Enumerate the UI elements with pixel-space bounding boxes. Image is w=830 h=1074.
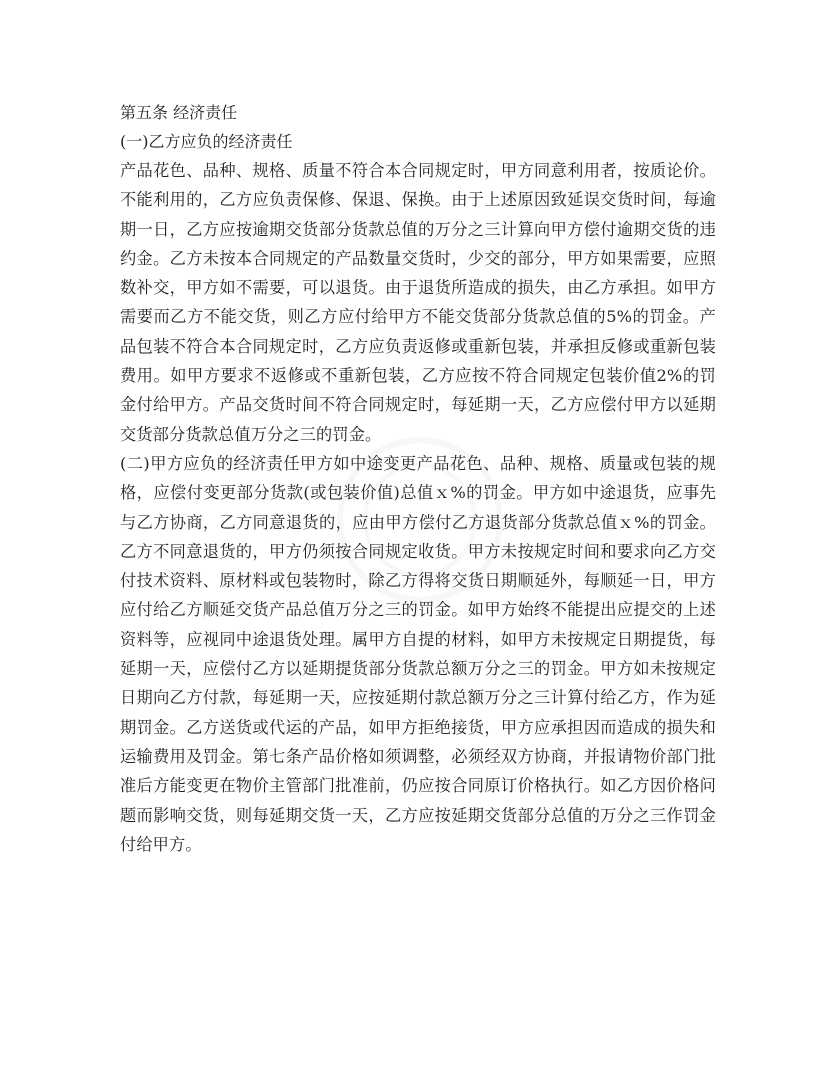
section-1-title: (一)乙方应负的经济责任 — [120, 132, 293, 151]
section-1-body: 产品花色、品种、规格、质量不符合本合同规定时，甲方同意利用者，按质论价。不能利用的，乙方应负责保修、保退、保换。由于上述原因致延误交货时间，每逾期一日，乙方应按逾期交货部分货款总值的万分之三计算向甲方偿付逾期交货的违约金。乙方未按本合同规定的产品数量交货时，少交的部分，甲方如果需要，应照数补交，甲方如不需要，可以退货。由于退货所造成的损失，由乙方承担。如甲方需要而乙方不能交货，则乙方应付给甲方不能交货部分货款总值的5%的罚金。产品包装不符合本合同规定时，乙方应负责返修或重新包装，并承担反修或重新包装费用。如甲方要求不返修或不重新包装，乙方应按不符合同规定包装价值2%的罚金付给甲方。产品交货时间不符合同规定时，每延期一天，乙方应偿付甲方以延期交货部分货款总值万分之三的罚金。 — [120, 161, 716, 444]
document-body — [120, 98, 716, 859]
article-title: 第五条 经济责任 — [120, 103, 238, 122]
section-2-body: (二)甲方应负的经济责任甲方如中途变更产品花色、品种、规格、质量或包装的规格，应偿付变更部分货款(或包装价值)总值ｘ%的罚金。甲方如中途退货，应事先与乙方协商，乙方同意退货的，应由甲方偿付乙方退货部分货款总值ｘ%的罚金。乙方不同意退货的，甲方仍须按合同规定收货。甲方未按规定时间和要求向乙方交付技术资料、原材料或包装物时，除乙方得将交货日期顺延外，每顺延一日，甲方应付给乙方顺延交货产品总值万分之三的罚金。如甲方始终不能提出应提交的上述资料等，应视同中途退货处理。属甲方自提的材料，如甲方未按规定日期提货，每延期一天，应偿付乙方以延期提货部分货款总额万分之三的罚金。甲方如未按规定日期向乙方付款，每延期一天，应按延期付款总额万分之三计算付给乙方，作为延期罚金。乙方送货或代运的产品，如甲方拒绝接货，甲方应承担因而造成的损失和运输费用及罚金。第七条产品价格如须调整，必须经双方协商，并报请物价部门批准后方能变更在物价主管部门批准前，仍应按合同原订价格执行。如乙方因价格问题而影响交货，则每延期交货一天，乙方应按延期交货部分总值的万分之三作罚金付给甲方。 — [120, 453, 716, 854]
